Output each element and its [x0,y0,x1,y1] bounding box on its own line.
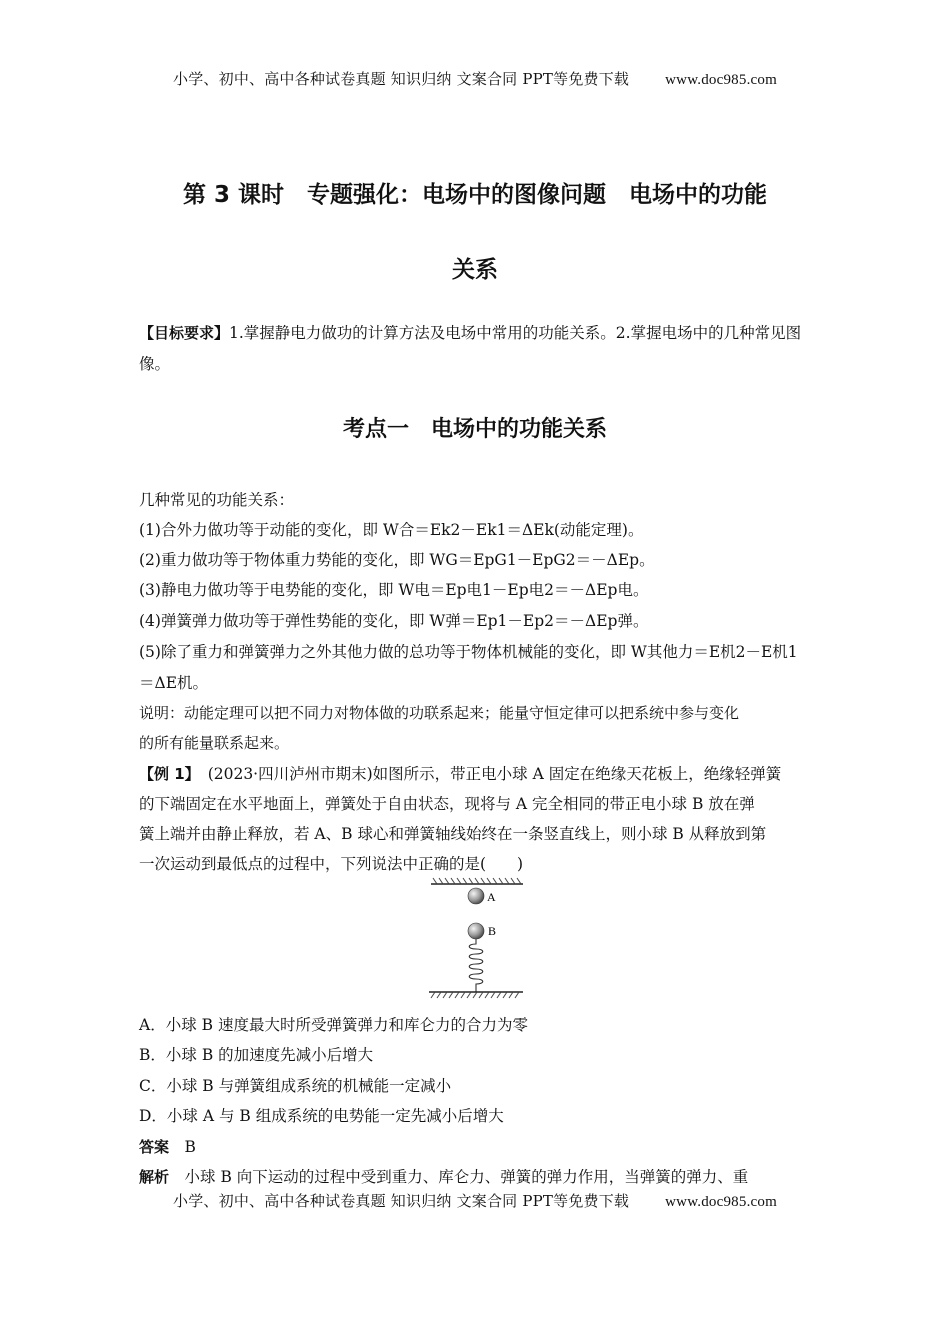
note-line-1: 说明：动能定理可以把不同力对物体做的功联系起来；能量守恒定律可以把系统中参与变化 [139,704,740,722]
footer-site-link[interactable]: www.doc985.com [665,1194,777,1210]
analysis-text: 小球 B 向下运动的过程中受到重力、库仑力、弹簧的弹力作用，当弹簧的弹力、重 [184,1168,749,1186]
answer-value: B [184,1138,196,1156]
relation-item-5-cont: ＝ΔE机。 [139,674,209,692]
example-line-4: 一次运动到最低点的过程中，下列说法中正确的是( ) [139,855,524,873]
ball-a [468,888,484,904]
lesson-title-line1: 第 3 课时 专题强化：电场中的图像问题 电场中的功能 [182,182,768,208]
option-c: C．小球 B 与弹簧组成系统的机械能一定减小 [139,1077,452,1095]
ground [429,992,523,998]
option-d: D．小球 A 与 B 组成系统的电势能一定先减小后增大 [139,1107,504,1125]
ceiling [431,878,523,884]
page-header [0,68,950,89]
relation-item-5: (5)除了重力和弹簧弹力之外其他力做的总功等于物体机械能的变化，即 W其他力＝E机2－E机1 [139,643,798,661]
goal-label: 【目标要求】 [139,324,230,342]
goal-text: 1.掌握静电力做功的计算方法及电场中常用的功能关系。2.掌握电场中的几种常见图像。 [139,324,802,373]
example-line-2: 的下端固定在水平地面上，弹簧处于自由状态，现将与 A 完全相同的带正电小球 B 放在弹 [139,795,755,813]
answer-row [139,1135,811,1157]
ball-b [468,923,484,939]
footer-text: 小学、初中、高中各种试卷真题 知识归纳 文案合同 PPT等免费下载 [173,1192,630,1210]
ball-a-label: A [487,890,496,904]
analysis-label: 解析 [139,1168,170,1186]
relations-intro: 几种常见的功能关系： [139,491,295,509]
header-text: 小学、初中、高中各种试卷真题 知识归纳 文案合同 PPT等免费下载 [173,70,630,88]
relation-item-1: (1)合外力做功等于动能的变化，即 W合＝Ek2－Ek1＝ΔEk(动能定理)。 [139,521,644,539]
example-text-1: (2023·四川泸州市期末)如图所示，带正电小球 A 固定在绝缘天花板上，绝缘轻弹簧 [207,765,782,783]
example-line-1 [139,762,811,784]
relation-item-4: (4)弹簧弹力做功等于弹性势能的变化，即 W弹＝Ep1－Ep2＝－ΔEp弹。 [139,612,649,630]
spring-ball-figure [425,876,535,1002]
option-b: B．小球 B 的加速度先减小后增大 [139,1046,374,1064]
section-title: 考点一 电场中的功能关系 [342,417,607,442]
example-line-3: 簧上端并由静止释放，若 A、B 球心和弹簧轴线始终在一条竖直线上，则小球 B 从释放到第 [139,825,767,843]
header-site-link[interactable]: www.doc985.com [665,72,777,88]
option-a: A．小球 B 速度最大时所受弹簧弹力和库仑力的合力为零 [139,1016,528,1034]
relation-item-3: (3)静电力做功等于电势能的变化，即 W电＝Ep电1－Ep电2＝－ΔEp电。 [139,581,649,599]
example-label: 【例 1】 [139,765,193,783]
spring [469,939,483,992]
answer-label: 答案 [139,1138,170,1156]
learning-goals [139,318,811,380]
relation-item-2: (2)重力做功等于物体重力势能的变化，即 WG＝EpG1－EpG2＝－ΔEp。 [139,551,655,569]
ball-b-label: B [488,924,497,938]
page-footer [0,1190,950,1211]
note-line-2: 的所有能量联系起来。 [139,734,290,752]
analysis-row [139,1165,811,1187]
lesson-title-line2: 关系 [452,257,498,283]
